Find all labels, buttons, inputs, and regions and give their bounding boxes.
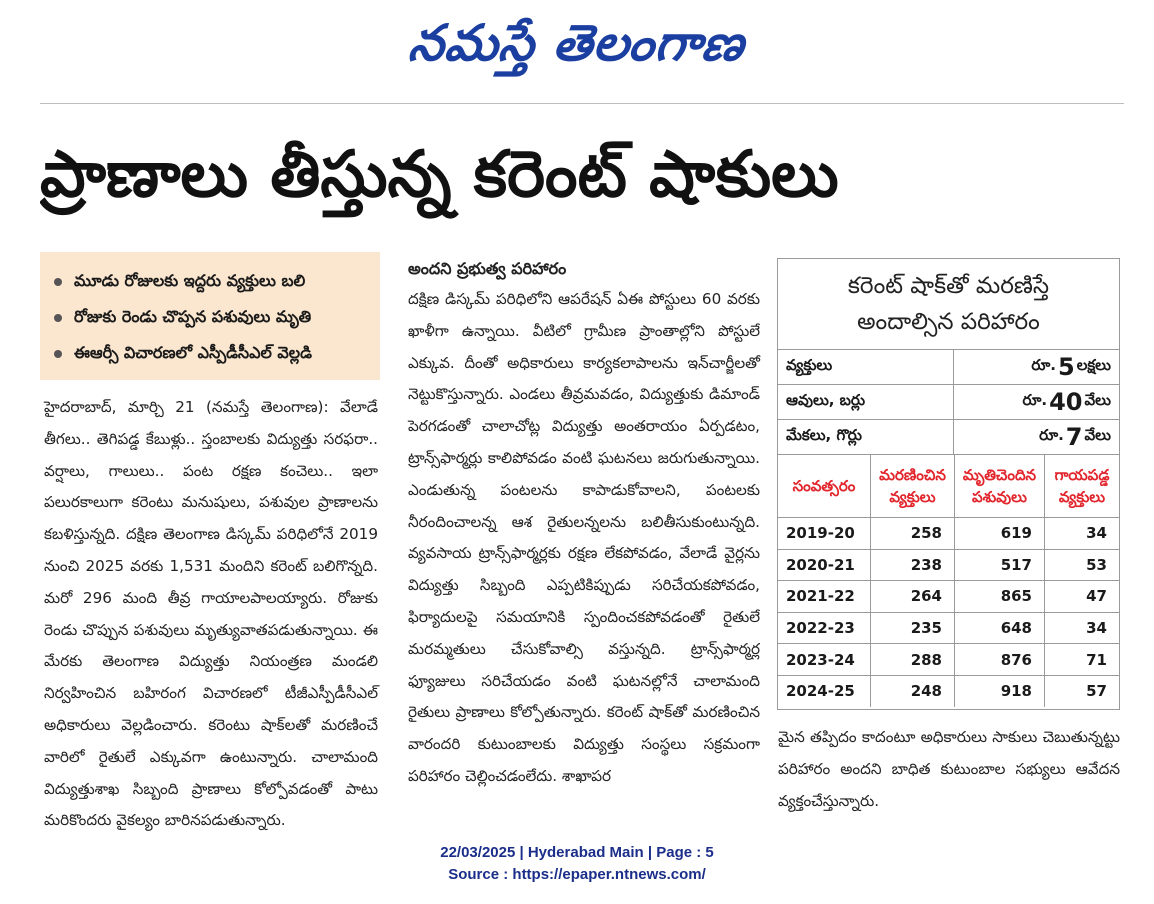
table-row [778,612,1119,644]
cell-deaths: 258 [871,518,955,549]
cell-livestock: 648 [955,613,1045,644]
cell-injured: 57 [1086,682,1107,701]
cell-year: 2020-21 [778,550,871,581]
header-livestock: మృతిచెందిన పశువులు [955,455,1045,517]
stats-header-row [778,454,1119,517]
cell-livestock: 619 [955,518,1045,549]
article-column-2 [408,254,760,793]
amount-unit: లక్షలు [1076,356,1111,374]
column-subhead: అందని ప్రభుత్వ పరిహారం [408,259,567,278]
compensation-row [778,349,1119,384]
masthead-divider [40,103,1124,104]
table-row [778,675,1119,707]
highlight-text: మూడు రోజులకు ఇద్దరు వ్యక్తులు బలి [74,270,306,290]
cell-livestock: 517 [955,550,1045,581]
compensation-row [778,419,1119,454]
highlight-item [54,300,370,336]
table-row [778,580,1119,612]
header-deaths: మరణించిన వ్యక్తులు [871,455,955,517]
article-headline: ప్రాణాలు తీస్తున్న కరెంట్ షాకులు [40,138,839,212]
compensation-row [778,384,1119,419]
cell-deaths: 248 [871,676,955,707]
cell-year: 2022-23 [778,613,871,644]
masthead [0,8,1154,78]
cell-injured: 34 [1086,619,1107,638]
table-row [778,643,1119,675]
page-footer [0,842,1154,886]
cell-year: 2019-20 [778,518,871,549]
amount-value: 40 [1049,388,1083,416]
cell-livestock: 876 [955,644,1045,675]
amount-unit: వేలు [1084,391,1111,409]
footer-edition-info: 22/03/2025 | Hyderabad Main | Page : 5 [440,844,714,861]
cell-injured: 47 [1086,587,1107,606]
column-2-body: దక్షిణ డిస్కమ్ పరిధిలోని ఆపరేషన్ ఏఈ పోస్టులు 60 వరకు ఖాళీగా ఉన్నాయి. వీటిలో గ్రామీణ ప్రాంతాల్లోని పోస్టులే ఎక్కువ. దీంతో అధికారులు కార్యకలాపాలను ఇన్‌చార్జీలతో నెట్టుకొస్తున్నారు. ఎండలు తీవ్రమవడం, విద్యుత్తుకు డిమాండ్ పెరగడంతో చాలాచోట్ల విద్యుత్తు అంతరాయం ఏర్పడటం, ట్రాన్స్‌ఫార్మర్లు కాలిపోవడం వంటి ఘటనలు జరుగుతున్నాయి. ఎండుతున్న పంటలను కాపాడుకోవాలని, పంటలకు నీరందించాలన్న ఆశ రైతులన్నలను బలితీసుకుంటున్నది. వ్యవసాయ ట్రాన్స్‌ఫార్మర్లకు రక్షణ లేకపోవడం, వేలాడే వైర్లను విద్యుత్తు సిబ్బంది ఎప్పటికిప్పుడు సరిచేయకపోవడం, ఫిర్యాదులపై సమయానికి స్పందించకపోవడంతో రైతులే మరమ్మతులు చేసుకోవాల్సి వస్తున్నది. ట్రాన్స్‌ఫార్మర్ల ఫ్యూజులు సరిచేయడం వంటి ఘటనల్లోనే చాలామంది రైతులు ప్రాణాలు కోల్పోతున్నారు. కరెంట్ షాక్‌తో మరణించిన వారందరి కుటుంబాలకు విద్యుత్తు సంస్థలు సక్రమంగా పరిహారం చెల్లించడంలేదు. శాఖాపర [408,290,760,785]
compensation-stats-table [777,258,1120,710]
cell-year: 2021-22 [778,581,871,612]
article-column-3: మైన తప్పిదం కాదంటూ అధికారులు సాకులు చెబుతున్నట్టు పరిహారం అందని బాధిత కుటుంబాల సభ్యులు ఆవేదన వ్యక్తంచేస్తున్నారు. [778,728,1120,810]
cell-deaths: 235 [871,613,955,644]
bullet-icon [54,350,62,358]
cell-year: 2024-25 [778,676,871,707]
bullet-icon [54,278,62,286]
amount-unit: వేలు [1084,426,1111,444]
cell-livestock: 918 [955,676,1045,707]
highlights-box [40,252,380,380]
highlight-item [54,264,370,300]
table-row [778,549,1119,581]
footer-source-link[interactable]: Source : https://epaper.ntnews.com/ [448,866,706,883]
cell-deaths: 238 [871,550,955,581]
compensation-label: మేకలు, గొర్లు [778,420,954,454]
cell-injured: 71 [1086,650,1107,669]
compensation-label: వ్యక్తులు [778,350,954,384]
amount-value: 5 [1058,353,1075,381]
compensation-amount [954,420,1119,454]
highlight-text: ఈఆర్సీ విచారణలో ఎస్పీడీసీఎల్ వెల్లడి [74,342,312,362]
compensation-amount [954,385,1119,419]
cell-deaths: 264 [871,581,955,612]
amount-prefix: రూ. [1022,391,1048,409]
cell-injured: 34 [1086,524,1107,543]
cell-deaths: 288 [871,644,955,675]
cell-year: 2023-24 [778,644,871,675]
amount-value: 7 [1065,423,1083,451]
article-column-1: హైదరాబాద్, మార్చి 21 (నమస్తే తెలంగాణ): వేలాడే తీగలు.. తెగిపడ్డ కేబుళ్లు.. స్తంబాలకు విద్యుత్తు సరఫరా.. వర్షాలు, గాలులు.. పంట రక్షణ కంచెలు.. ఇలా పలురకాలుగా కరెంటు మనుషులు, పశువుల ప్రాణాలను కబళిస్తున్నది. దక్షిణ తెలంగాణ డిస్కమ్ పరిధిలోనే 2019 నుంచి 2025 వరకు 1,531 మందిని కరెంట్ బలిగొన్నది. మరో 296 మంది తీవ్ర గాయాలపాలయ్యారు. రోజుకు రెండు చొప్పున పశువులు మృత్యువాతపడుతున్నాయి. ఈ మేరకు తెలంగాణ విద్యుత్తు నియంత్రణ మండలి నిర్వహించిన బహిరంగ విచారణలో టీజీఎస్పీడీసీఎల్ అధికారులు వెల్లడించారు. కరెంటు షాక్‌లతో మరణించే వారిలో రైతులే ఎక్కువగా ఉంటున్నారు. చాలామంది విద్యుత్తుశాఖ సిబ్బంది ప్రాణాలు కోల్పోవడంతో పాటు మరికొందరు వైకల్యం బారినపడుతున్నారు. [44,398,378,830]
newspaper-logo: నమస్తే తెలంగాణ [406,13,748,72]
table-title [778,259,1119,349]
amount-prefix: రూ. [1031,356,1056,374]
header-year: సంవత్సరం [778,455,871,517]
table-title-line-1: కరెంట్ షాక్‌తో మరణిస్తే [847,273,1050,299]
header-injured: గాయపడ్డ వ్యక్తులు [1054,466,1110,506]
cell-livestock: 865 [955,581,1045,612]
highlight-text: రోజుకు రెండు చొప్పన పశువులు మృతి [74,306,312,326]
table-row [778,517,1119,549]
amount-prefix: రూ. [1039,426,1064,444]
table-title-line-2: అందాల్సిన పరిహారం [857,309,1040,335]
compensation-amount [954,350,1119,384]
cell-injured: 53 [1086,555,1107,574]
highlight-item [54,336,370,372]
compensation-label: ఆవులు, బర్లు [778,385,954,419]
bullet-icon [54,314,62,322]
